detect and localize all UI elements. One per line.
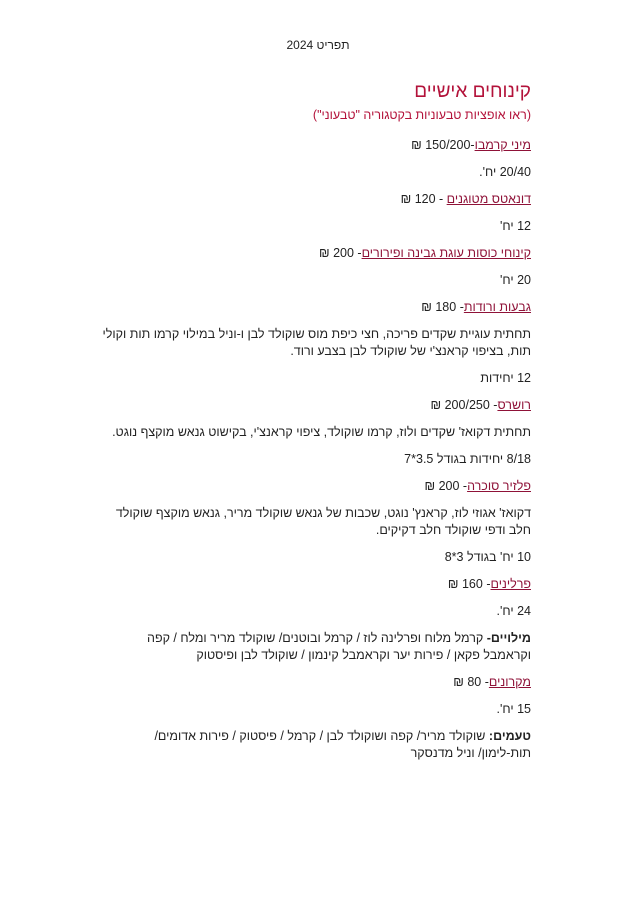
item-name: מיני קרמבו xyxy=(474,138,531,152)
item-name: פלזיר סוכרה xyxy=(467,479,531,493)
menu-item-rochers: רושרס- 200/250 ₪ xyxy=(430,398,531,412)
item-price: 150/200 ₪ xyxy=(411,138,471,152)
item-quantity: 12 יח' xyxy=(500,219,531,233)
section-subtitle: (ראו אופציות טבעוניות בקטגוריה "טבעוני") xyxy=(312,108,531,122)
flavors-text: שוקולד מריר/ קפה ושוקולד לבן / קרמל / פיסטוק / פירות אדומים/ תות-לימון/ וניל מדנסקר xyxy=(154,729,531,760)
item-price: 200/250 ₪ xyxy=(430,398,490,412)
item-price: 200 ₪ xyxy=(424,479,460,493)
fillings-label: מילויים- xyxy=(486,631,531,645)
fillings-text: קרמל מלוח ופרלינה לוז / קרמל ובוטנים/ שוקולד מריר ומלח / קפה וקראמבל פקאן / פירות יער וקראמבל קינמון / שוקולד לבן ופיסטוק xyxy=(147,631,531,662)
item-fillings xyxy=(101,630,531,664)
item-price: 180 ₪ xyxy=(421,300,457,314)
menu-item-donuts: דונאטס מטוגנים - 120 ₪ xyxy=(400,192,531,206)
item-price: 200 ₪ xyxy=(318,246,354,260)
item-quantity: 20 יח' xyxy=(500,273,531,287)
item-description: תחתית עוגיית שקדים פריכה, חצי כיפת מוס שוקולד לבן ו-וניל במילוי קרמו תות וקולי תות, בציפוי קראנצ'י של שוקולד לבן בצבע ורוד. xyxy=(102,327,531,358)
item-name: קינוחי כוסות עוגת גבינה ופירורים xyxy=(361,246,531,260)
item-description: תחתית דקואז' שקדים ולוז, קרמו שוקולד, ציפוי קראנצ'י, בקישוט גנאש מוקצף נוגט. xyxy=(112,425,531,439)
item-quantity: 20/40 יח'. xyxy=(479,165,531,179)
menu-item-pink-hills: גבעות ורודות- 180 ₪ xyxy=(421,300,531,314)
item-name: גבעות ורודות xyxy=(463,300,531,314)
section-title: קינוחים אישיים xyxy=(414,81,531,102)
flavors-label: טעמים: xyxy=(488,729,531,743)
item-quantity: 8/18 יחידות בגודל 3.5*7 xyxy=(404,452,531,466)
item-quantity: 12 יחידות xyxy=(480,371,531,385)
item-quantity: 24 יח'. xyxy=(496,604,531,618)
item-quantity: 15 יח'. xyxy=(496,702,531,716)
page-header: תפריט 2024 xyxy=(286,38,350,52)
item-name: מקרונים xyxy=(488,675,531,689)
item-name: דונאטס מטוגנים xyxy=(446,192,531,206)
item-price: 160 ₪ xyxy=(447,577,483,591)
item-name: רושרס xyxy=(497,398,531,412)
menu-item-macarons: מקרונים- 80 ₪ xyxy=(453,675,531,689)
item-description: דקואז' אגוזי לוז, קראנץ' נוגט, שכבות של גנאש שוקולד מריר, גנאש מוקצף שוקולד חלב ודפי שוקולד חלב דקיקים. xyxy=(115,506,531,537)
menu-item-cheesecake-cups: קינוחי כוסות עוגת גבינה ופירורים- 200 ₪ xyxy=(318,246,531,260)
menu-item-mini-krembo: מיני קרמבו-150/200 ₪ xyxy=(411,138,531,152)
menu-section xyxy=(101,80,531,772)
item-quantity: 10 יח' בגודל 3*8 xyxy=(444,550,531,564)
item-price: 120 ₪ xyxy=(400,192,436,206)
menu-item-plaisir-sucre: פלזיר סוכרה- 200 ₪ xyxy=(424,479,531,493)
item-price: 80 ₪ xyxy=(453,675,482,689)
menu-item-pralines: פרלינים- 160 ₪ xyxy=(447,577,531,591)
item-name: פרלינים xyxy=(490,577,531,591)
item-flavors xyxy=(101,728,531,762)
